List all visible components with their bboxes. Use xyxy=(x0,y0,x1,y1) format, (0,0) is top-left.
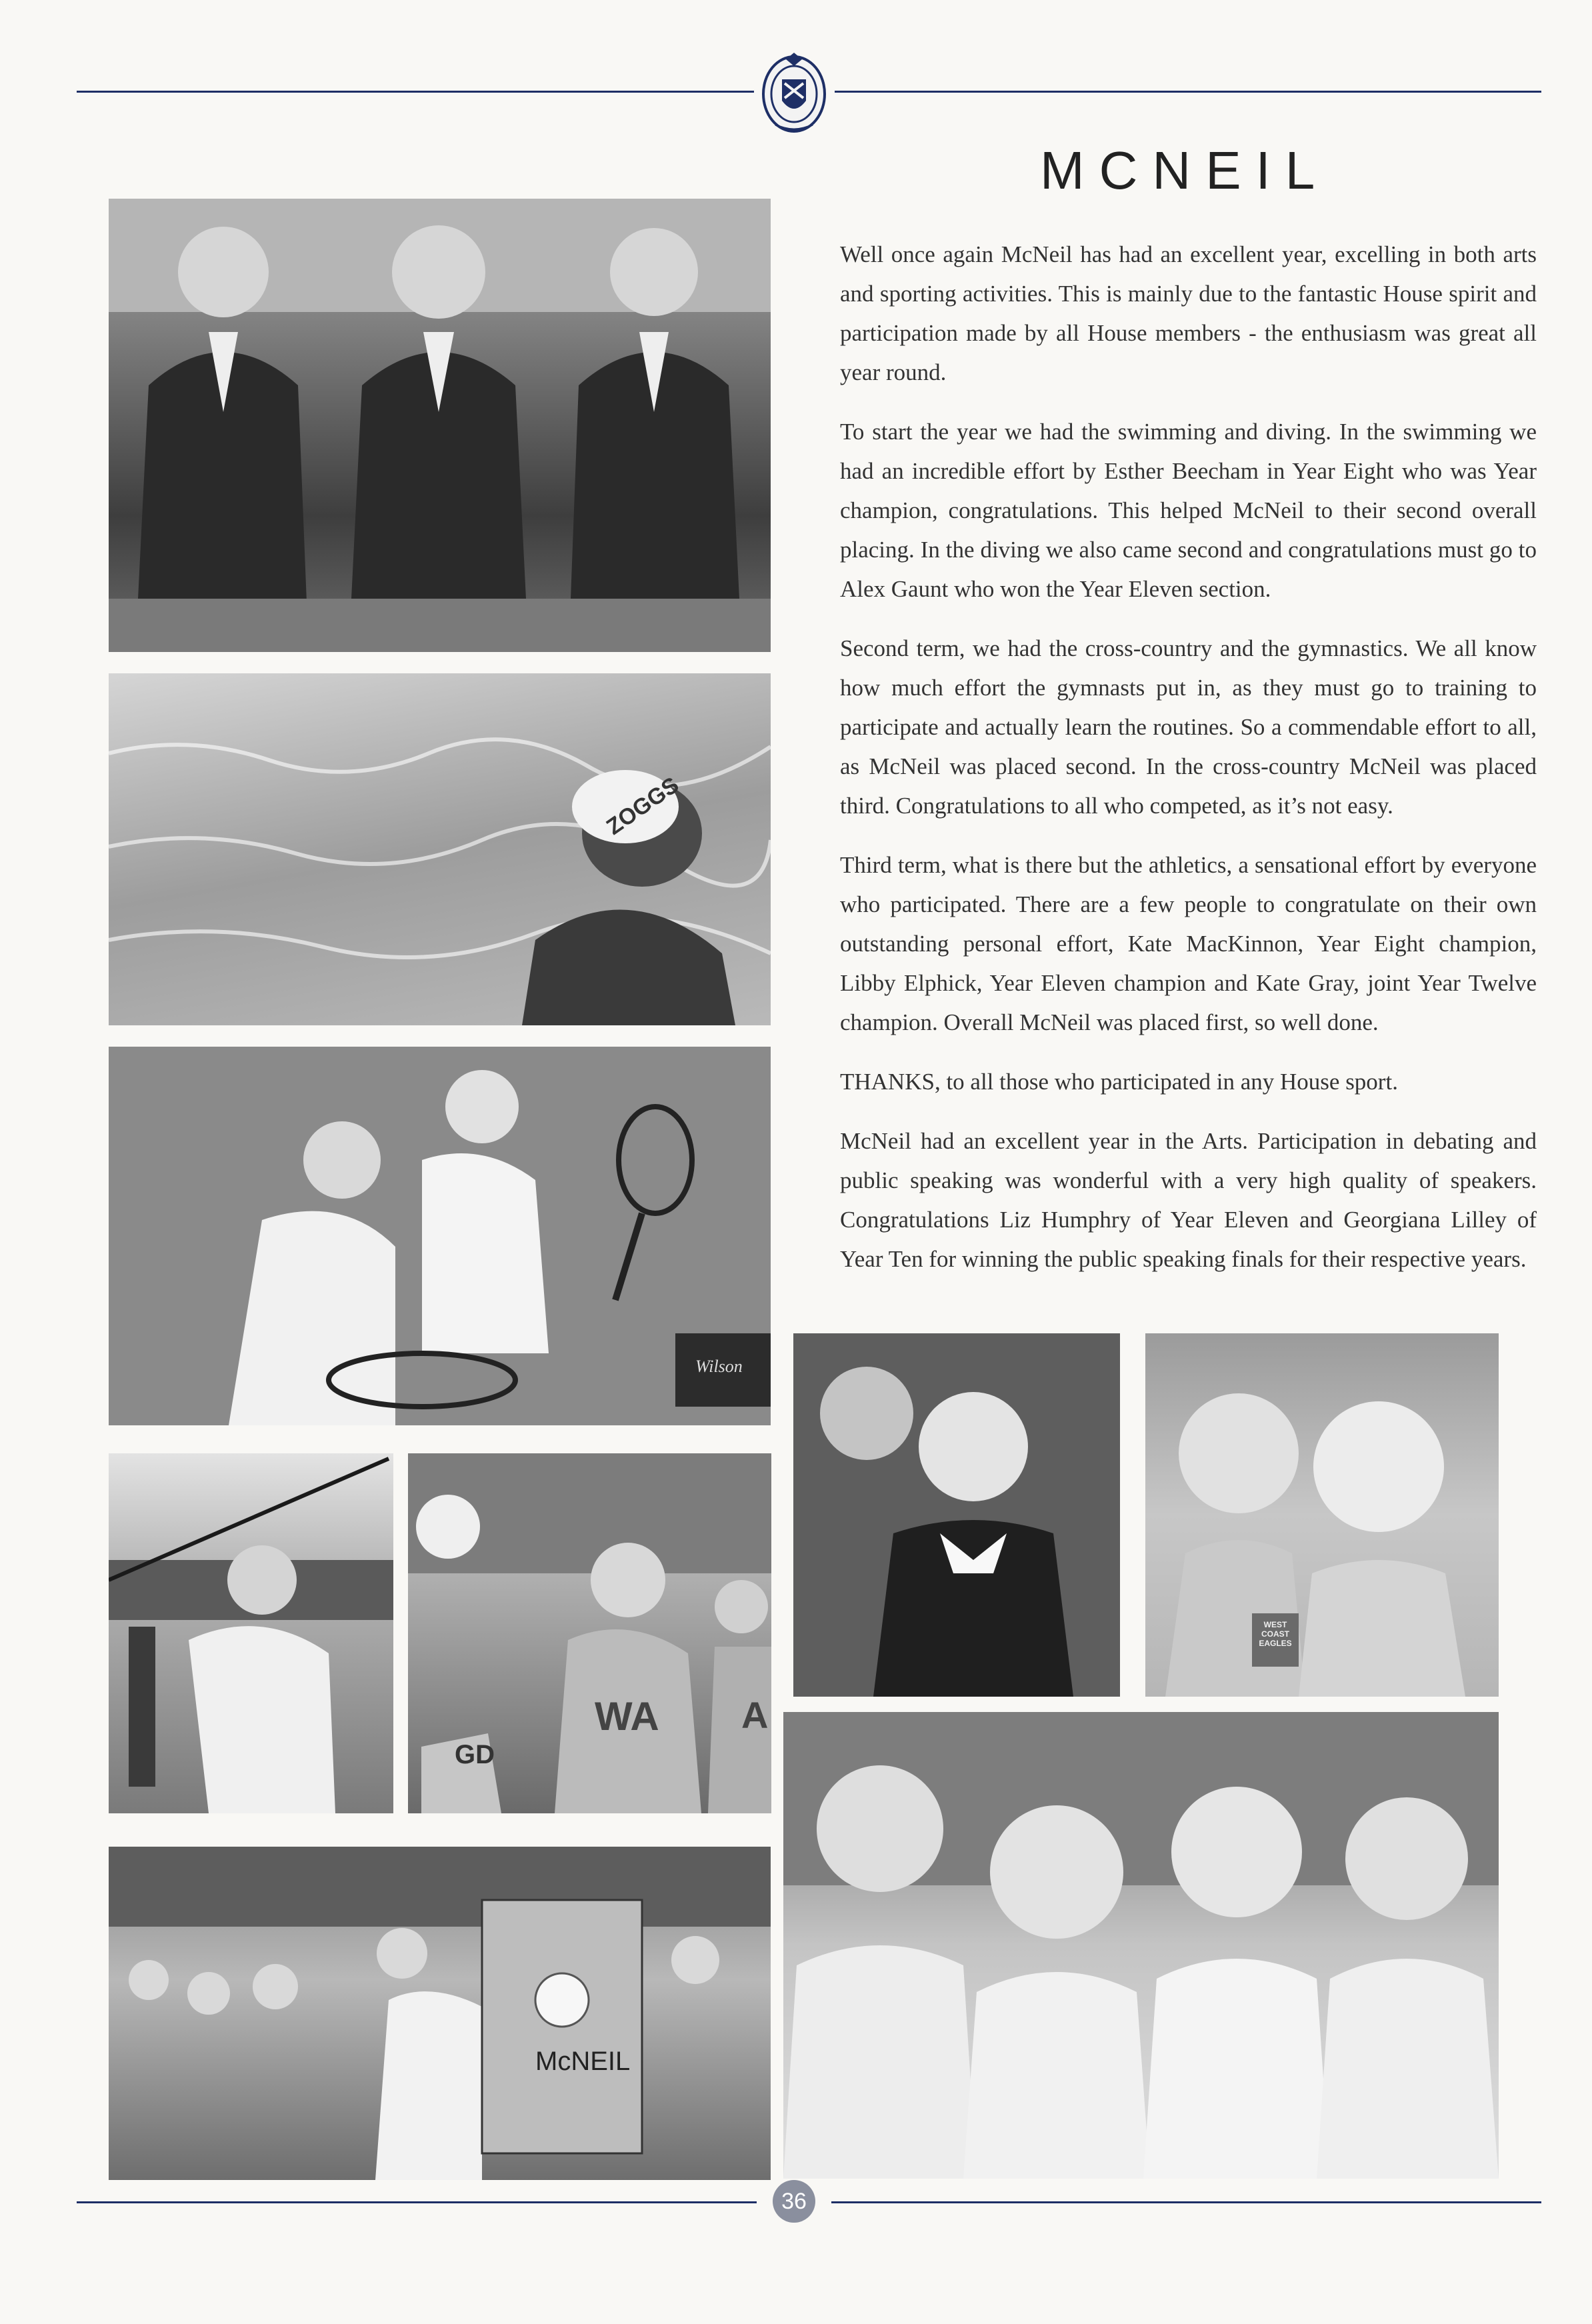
photo-tennis-players xyxy=(109,1047,771,1425)
bottom-rule-left xyxy=(77,2201,757,2203)
netball-bib-a: A xyxy=(741,1694,769,1736)
tennis-bag-text: Wilson xyxy=(695,1357,743,1376)
photo-three-students-blazers xyxy=(109,199,771,652)
article-body xyxy=(840,235,1537,1299)
netball-bib-gd: GD xyxy=(455,1740,495,1769)
banner-text: McNEIL xyxy=(535,2047,631,2076)
article-paragraph: To start the year we had the swimming and diving. In the swimming we had an incredible effort by Esther Beecham in Year Eight who was Year champion, congratulations. This helped McNeil to their second overall placing. In the diving we also came second and congratulations must go to Alex Gaunt who won the Year Eleven section. xyxy=(840,419,1537,602)
photo-netball-game xyxy=(408,1453,771,1813)
article-paragraph: Third term, what is there but the athletics, a sensational effort by everyone who participated. There are a few people to congratulate on their own outstanding personal effort, Kate MacKinnon, Year Eight champion, Libby Elphick, Year Eleven champion and Kate Gray, joint Year Twelve champion. Overall McNeil was placed first, so well done. xyxy=(840,852,1537,1035)
article-paragraph: Well once again McNeil has had an excellent year, excelling in both arts and sporting activities. This is mainly due to the fantastic House spirit and participation made by all House members - the enthusiasm was great all year round. xyxy=(840,241,1537,385)
photo-student-costume xyxy=(793,1333,1120,1697)
photo-swimmer xyxy=(109,673,771,1025)
article-paragraph: THANKS, to all those who participated in any House sport. xyxy=(840,1069,1398,1095)
bottom-rule-right xyxy=(831,2201,1541,2203)
photo-four-students xyxy=(783,1712,1499,2179)
photo-javelin-thrower xyxy=(109,1453,393,1813)
top-rule-left xyxy=(77,91,754,93)
top-rule-right xyxy=(835,91,1541,93)
netball-bib-wa: WA xyxy=(595,1694,659,1739)
school-crest-icon xyxy=(755,50,833,137)
photo-two-students xyxy=(1145,1333,1499,1697)
article-paragraph: Second term, we had the cross-country and the gymnastics. We all know how much effort the gymnasts put in, as they must go to training to participate and actually learn the routines. So a commendable effort to all, as McNeil was placed second. In the cross-country McNeil was placed third. Congratulations to all who competed, as it’s not easy. xyxy=(840,635,1537,819)
swim-cap-text: ZOGGS xyxy=(601,772,684,840)
article-paragraph: McNeil had an excellent year in the Arts. Participation in debating and public speaking was wonderful with a very high quality of speakers. Congratulations Liz Humphry of Year Eleven and Georgiana Lilley of Year Ten for winning the public speaking finals for their respective years. xyxy=(840,1128,1537,1272)
page-number-badge: 36 xyxy=(773,2180,815,2223)
photo-house-banner-march xyxy=(109,1847,771,2180)
shirt-logo-text: WEST COAST EAGLES xyxy=(1259,1620,1292,1648)
page-title: MCNEIL xyxy=(1040,141,1330,200)
